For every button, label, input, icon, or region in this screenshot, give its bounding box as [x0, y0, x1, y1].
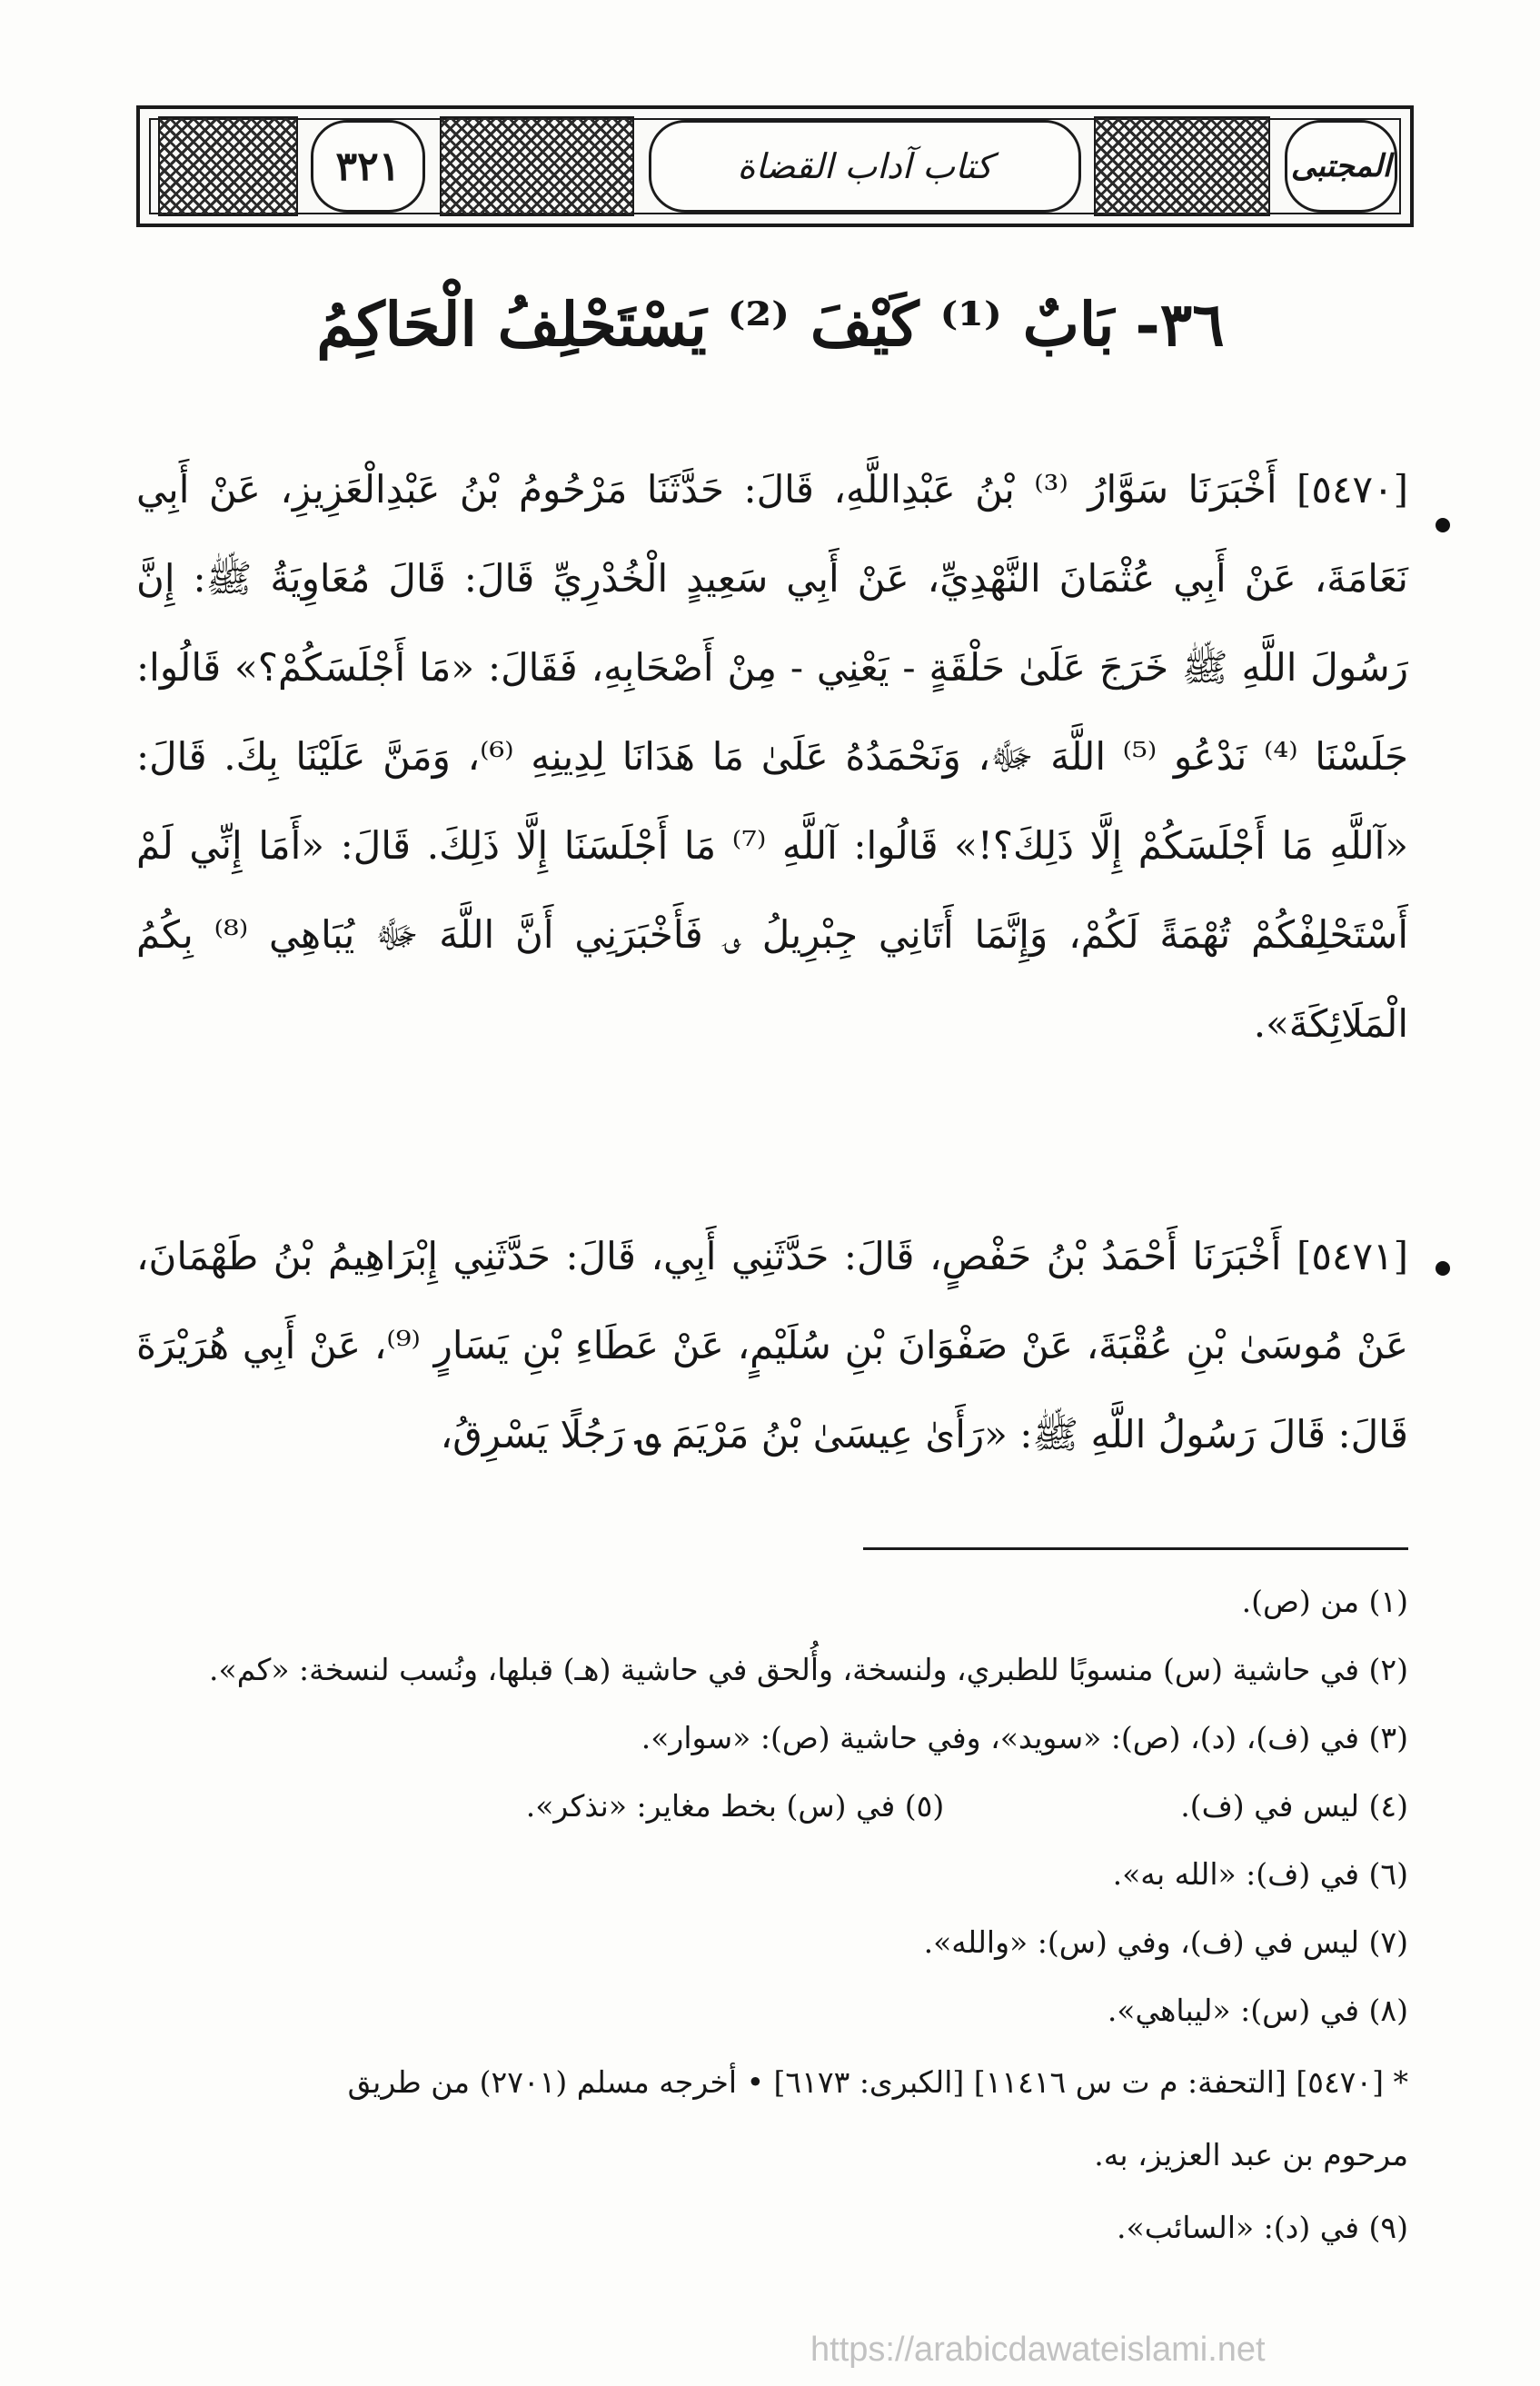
footnote-row [136, 1788, 1408, 1824]
running-book-title: كتاب آداب القضاة [649, 120, 1081, 213]
left-center-ornament [440, 116, 634, 216]
footnote: (٢) في حاشية (س) منسوبًا للطبري، ولنسخة، وأُلحق في حاشية (هـ) قبلها، ونُسب لنسخة: «كم». [209, 1652, 1408, 1687]
takhrij-note: * [٥٤٧٠] [التحفة: م ت س ١١٤١٦] [الكبرى: ٦١٧٣] • أخرجه مسلم (٢٧٠١) من طريق [347, 2064, 1408, 2100]
right-center-ornament [1094, 116, 1270, 216]
footnote: (١) من (ص). [1241, 1584, 1408, 1619]
footnote-gap [944, 1788, 1180, 1824]
footnote: (٣) في (ف)، (د)، (ص): «سويد»، وفي حاشية (ص): «سوار». [641, 1720, 1408, 1755]
hadith-bullet [1436, 518, 1450, 532]
footnote: (٨) في (س): «ليباهي». [1107, 1993, 1408, 2028]
hadith-5470: [٥٤٧٠] أَخْبَرَنَا سَوَّارُ ⁽³⁾ بْنُ عَبْدِاللَّهِ، قَالَ: حَدَّثَنَا مَرْحُومُ بْنُ عَبْدِالْعَزِيزِ، عَنْ أَبِي نَعَامَةَ، عَنْ أَبِي عُثْمَانَ النَّهْدِيِّ، عَنْ أَبِي سَعِيدٍ الْخُدْرِيِّ قَالَ: قَالَ مُعَاوِيَةُ ﷺ: إِنَّ رَسُولَ اللَّهِ ﷺ خَرَجَ عَلَىٰ حَلْقَةٍ - يَعْنِي - مِنْ أَصْحَابِهِ، فَقَالَ: «مَا أَجْلَسَكُمْ؟» قَالُوا: جَلَسْنَا ⁽⁴⁾ نَدْعُو ⁽⁵⁾ اللَّهَ ﷻ، وَنَحْمَدُهُ عَلَىٰ مَا هَدَانَا لِدِينِهِ ⁽⁶⁾، وَمَنَّ عَلَيْنَا بِكَ. قَالَ: «آللَّهِ مَا أَجْلَسَكُمْ إِلَّا ذَلِكَ؟!» قَالُوا: آللَّهِ ⁽⁷⁾ مَا أَجْلَسَنَا إِلَّا ذَلِكَ. قَالَ: «أَمَا إِنِّي لَمْ أَسْتَحْلِفْكُمْ تُهْمَةً لَكُمْ، وَإِنَّمَا أَتَانِي جِبْرِيلُ ؈ فَأَخْبَرَنِي أَنَّ اللَّهَ ﷻ يُبَاهِي ⁽⁸⁾ بِكُمُ الْمَلَائِكَةَ». [136, 467, 1409, 1046]
footnote-separator [863, 1547, 1408, 1550]
chapter-heading: ٣٦- بَابٌ ⁽¹⁾ كَيْفَ ⁽²⁾ يَسْتَحْلِفُ الْحَاكِمُ [316, 289, 1225, 360]
footnote: (٧) ليس في (ف)، وفي (س): «والله». [923, 1924, 1408, 1960]
footnote: (٩) في (د): «السائب». [1117, 2210, 1408, 2245]
book-brand-logo: المجتبى [1285, 120, 1397, 213]
hadith-bullet [1436, 1261, 1450, 1276]
takhrij-note-continued: مرحوم بن عبد العزيز، به. [1094, 2137, 1408, 2172]
footnote: (٦) في (ف): «الله به». [1112, 1856, 1408, 1892]
footnote: (٥) في (س) بخط مغاير: «نذكر». [525, 1788, 945, 1824]
footnote: (٤) ليس في (ف). [1180, 1788, 1408, 1824]
left-ornament [158, 116, 298, 216]
watermark-url: https://arabicdawateislami.net [810, 2331, 1266, 2369]
hadith-5471: [٥٤٧١] أَخْبَرَنَا أَحْمَدُ بْنُ حَفْصٍ، قَالَ: حَدَّثَنِي أَبِي، قَالَ: حَدَّثَنِي إِبْرَاهِيمُ بْنُ طَهْمَانَ، عَنْ مُوسَىٰ بْنِ عُقْبَةَ، عَنْ صَفْوَانَ بْنِ سُلَيْمٍ، عَنْ عَطَاءِ بْنِ يَسَارٍ ⁽⁹⁾، عَنْ أَبِي هُرَيْرَةَ قَالَ: قَالَ رَسُولُ اللَّهِ ﷺ: «رَأَىٰ عِيسَىٰ بْنُ مَرْيَمَ ؈ رَجُلًا يَسْرِقُ، [136, 1234, 1409, 1456]
page-header-frame [136, 105, 1414, 227]
page-number: ٣٢١ [311, 120, 425, 213]
